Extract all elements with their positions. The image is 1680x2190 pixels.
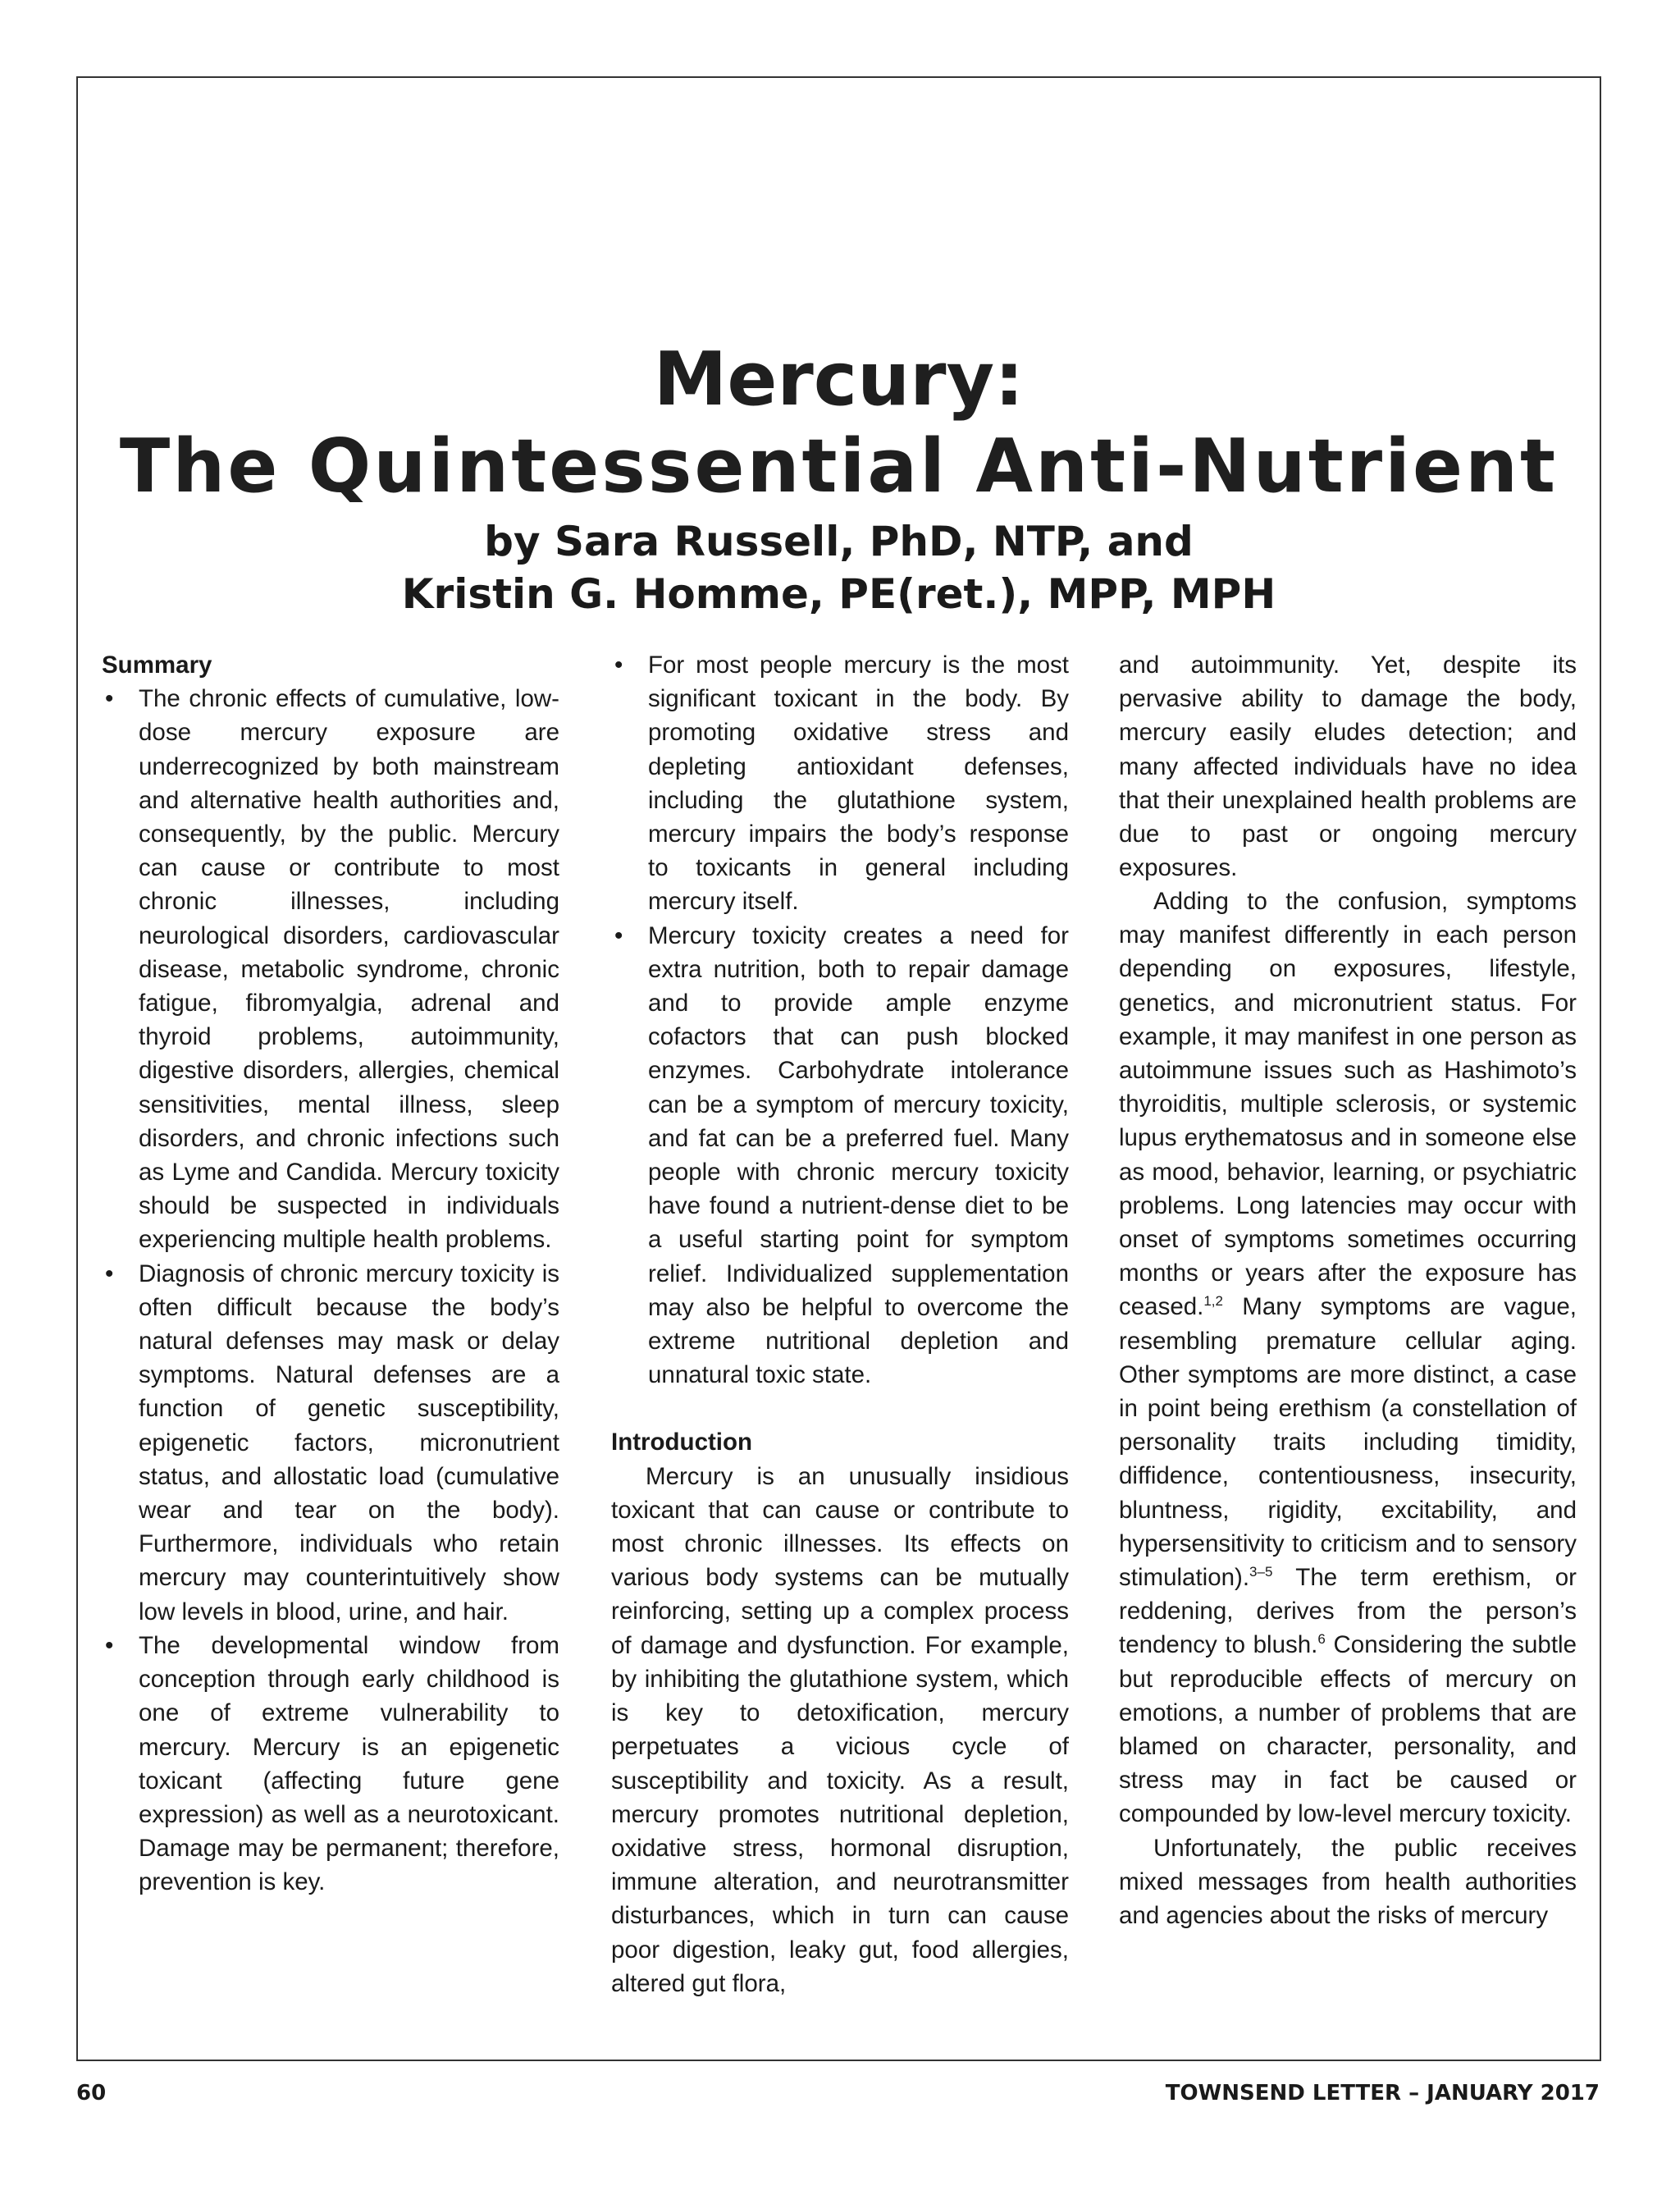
article-title-line2: The Quintessential Anti-Nutrient [119, 423, 1559, 510]
intro-paragraph-2: Adding to the confusion, symptoms may manifest differently in each person depending on exposures, lifestyle, genetics, and micronutrient status. For example, it may manifest in one person as autoimmune issues such as Hashimoto’s thyroiditis, multiple sclerosis, or systemic lupus erythematosus and in someone else as mood, behavior, learning, or psychiatric problems. Long latencies may occur with onset of symptoms sometimes occurring months or years after the exposure has ceased.$^{1,2}$ Many symptoms are vague, resembling premature cellular aging. Other symptoms are more distinct, a case in point being erethism (a constellation of personality traits including timidity, diffidence, contentiousness, insecurity, bluntness, rigidity, excitability, and hypersensitivity to criticism and to sensory stimulation).$^{3-5}$ The term erethism, or reddening, derives from the person’s tendency to blush.$^6$ Considering the subtle but reproducible effects of mercury on emotions, a number of problems that are blamed on character, personality, and stress may in fact be caused or compounded by low-level mercury toxicity. [1119, 888, 1577, 1828]
summary-bullet: • The chronic effects of cumulative, low-dose mercury exposure are underrecognized by both mainstream and alternative health authorities and, consequently, by the public. Mercury can cause or contribute to most chronic illnesses, including neurological disorders, cardiovascular disease, metabolic syndrome, chronic fatigue, fibromyalgia, adrenal and thyroid problems, autoimmunity, digestive disorders, allergies, chemical sensitivities, mental illness, sleep disorders, and chronic infections such as Lyme and Candida. Mercury toxicity should be suspected in individuals experiencing multiple health problems. [102, 682, 559, 1256]
title-block [78, 336, 1600, 620]
citation-ref: 3–5 [1249, 1564, 1273, 1580]
bullet-icon: • [614, 652, 623, 679]
citation-ref: 1,2 [1203, 1293, 1223, 1310]
intro-paragraph-1: Mercury is an unusually insidious toxicant that can cause or contribute to most chronic illnesses. Its effects on various body systems can be mutually reinforcing, setting up a complex process of damage and dysfunction. For example, by inhibiting the glutathione system, which is key to detoxification, mercury perpetuates a vicious cycle of susceptibility and toxicity. As a result, mercury promotes nutritional depletion, oxidative stress, hormonal disruption, immune alteration, and neurotransmitter disturbances, which in turn can cause poor digestion, leaky gut, food allergies, altered gut flora, [611, 1462, 1069, 1997]
summary-bullet: • Mercury toxicity creates a need for extra nutrition, both to repair damage and to provide ample enzyme cofactors that can push blocked enzymes. Carbohydrate intolerance can be a symptom of mercury toxicity, and fat can be a preferred fuel. Many people with chronic mercury toxicity have found a nutrient-dense diet to be a useful starting point for symptom relief. Individualized supplementation may also be helpful to overcome the extreme nutritional depletion and unnatural toxic state. [611, 919, 1069, 1392]
byline-line2: Kristin G. Homme, PE(ret.), MPP, MPH [401, 570, 1276, 618]
citation-ref: 6 [1317, 1631, 1326, 1648]
summary-bullet: • Diagnosis of chronic mercury toxicity is often difficult because the body’s natural defenses may mask or delay symptoms. Natural defenses are a function of genetic susceptibility, epigenetic factors, micronutrient status, and allostatic load (cumulative wear and tear on the body). Furthermore, individuals who retain mercury may counterintuitively show low levels in blood, urine, and hair. [102, 1257, 559, 1629]
column-1 [102, 648, 559, 1900]
intro-paragraph-1-continued: and autoimmunity. Yet, despite its pervasive ability to damage the body, mercury easily eludes detection; and many affected individuals have no idea that their unexplained health problems are due to past or ongoing mercury exposures. [1119, 652, 1577, 882]
summary-bullet: • The developmental window from conception through early childhood is one of extreme vulnerability to mercury. Mercury is an epigenetic toxicant (affecting future gene expression) as well as a neurotoxicant. Damage may be permanent; therefore, prevention is key. [102, 1629, 559, 1900]
bullet-icon: • [105, 685, 114, 713]
column-3 [1119, 648, 1577, 1932]
summary-list-continued [611, 648, 1069, 1392]
summary-list [102, 682, 559, 1899]
summary-bullet: • For most people mercury is the most significant toxicant in the body. By promoting oxidative stress and depleting antioxidant defenses, including the glutathione system, mercury impairs the body’s response to toxicants in general including mercury itself. [611, 648, 1069, 919]
intro-paragraph-3: Unfortunately, the public receives mixed messages from health authorities and agencies about the risks of mercury [1119, 1834, 1577, 1930]
bullet-icon: • [614, 921, 623, 949]
summary-heading: Summary [102, 652, 212, 679]
byline-line1: by Sara Russell, PhD, NTP, and [484, 518, 1194, 565]
page-number: 60 [76, 2081, 107, 2105]
bullet-icon: • [105, 1631, 114, 1659]
article-title-line1: Mercury: [653, 336, 1025, 423]
introduction-heading: Introduction [611, 1429, 753, 1456]
column-2 [611, 648, 1069, 2000]
publication-info: TOWNSEND LETTER – JANUARY 2017 [1165, 2081, 1600, 2105]
bullet-icon: • [105, 1260, 114, 1287]
